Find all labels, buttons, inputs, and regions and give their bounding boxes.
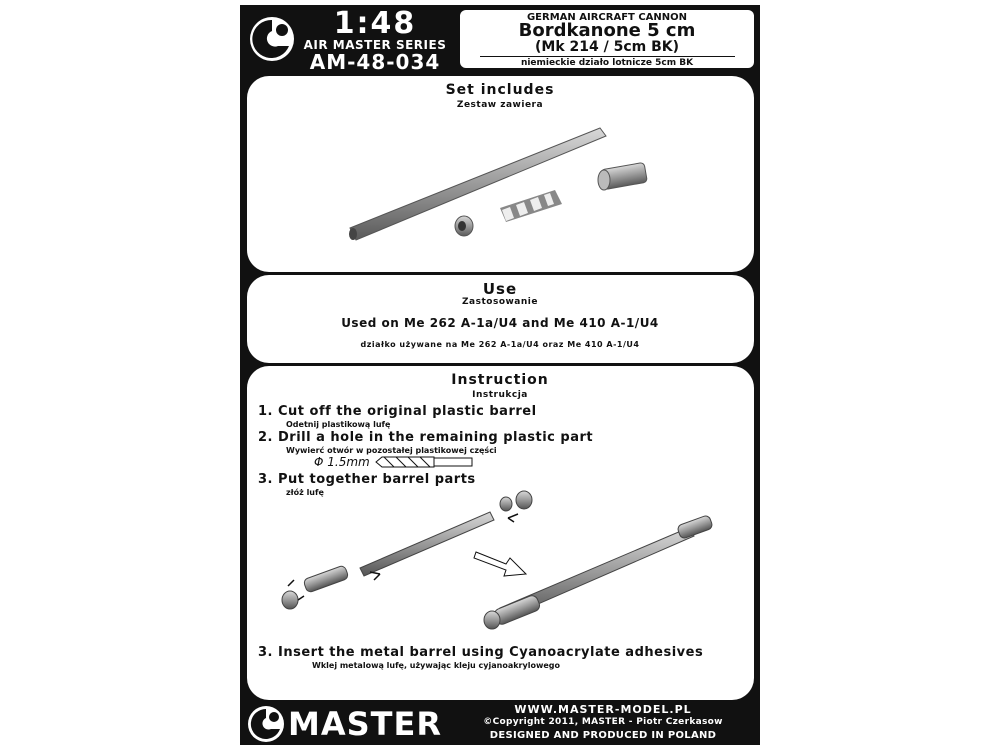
step-4-text: 3. Insert the metal barrel using Cyanoacrylate adhesives: [258, 645, 704, 660]
drill-bit-icon: [374, 455, 474, 469]
product-code: AM-48-034: [309, 50, 441, 74]
master-footer-logo-icon: [246, 704, 286, 744]
use-text: Used on Me 262 A-1a/U4 and Me 410 A-1/U4: [341, 316, 659, 330]
use-subtitle: Zastosowanie: [462, 297, 538, 307]
step-3-polish: złóż lufę: [286, 488, 324, 497]
product-title: Bordkanone 5 cm: [518, 20, 696, 41]
step-2-polish: Wywierć otwór w pozostałej plastikowej części: [286, 446, 497, 455]
header-divider: [480, 56, 735, 57]
step-1-polish: Odetnij plastikową lufę: [286, 420, 391, 429]
use-text-polish: działko używane na Me 262 A-1a/U4 oraz Me 410 A-1/U4: [360, 340, 640, 349]
step-2-text: 2. Drill a hole in the remaining plastic part: [258, 430, 594, 445]
assembly-illustration: [270, 488, 730, 638]
instruction-subtitle: Instrukcja: [472, 390, 528, 400]
instruction-title: Instruction: [451, 372, 549, 388]
master-logo-icon: [248, 8, 296, 70]
step-4-polish: Wklej metalową lufę, używając kleju cyjanoakrylowego: [312, 661, 560, 670]
brand-name: MASTER: [288, 705, 442, 743]
copyright: ©Copyright 2011, MASTER - Piotr Czerkasow: [483, 717, 723, 727]
category-label: GERMAN AIRCRAFT CANNON: [526, 12, 688, 23]
step-3-text: 3. Put together barrel parts: [258, 472, 476, 487]
parts-illustration: [340, 118, 670, 268]
series-label: AIR MASTER SERIES: [303, 38, 447, 52]
step-1-text: 1. Cut off the original plastic barrel: [258, 404, 537, 419]
product-variant: (Mk 214 / 5cm BK): [534, 39, 680, 55]
made-in: DESIGNED AND PRODUCED IN POLAND: [489, 730, 717, 741]
product-polish-name: niemieckie działo lotnicze 5cm BK: [520, 58, 694, 68]
use-title: Use: [482, 280, 518, 298]
website[interactable]: WWW.MASTER-MODEL.PL: [514, 703, 692, 716]
set-title: Set includes: [445, 82, 555, 98]
set-subtitle: Zestaw zawiera: [456, 100, 544, 110]
drill-size: Φ 1.5mm: [314, 455, 370, 469]
scale-label: 1:48: [333, 6, 417, 41]
